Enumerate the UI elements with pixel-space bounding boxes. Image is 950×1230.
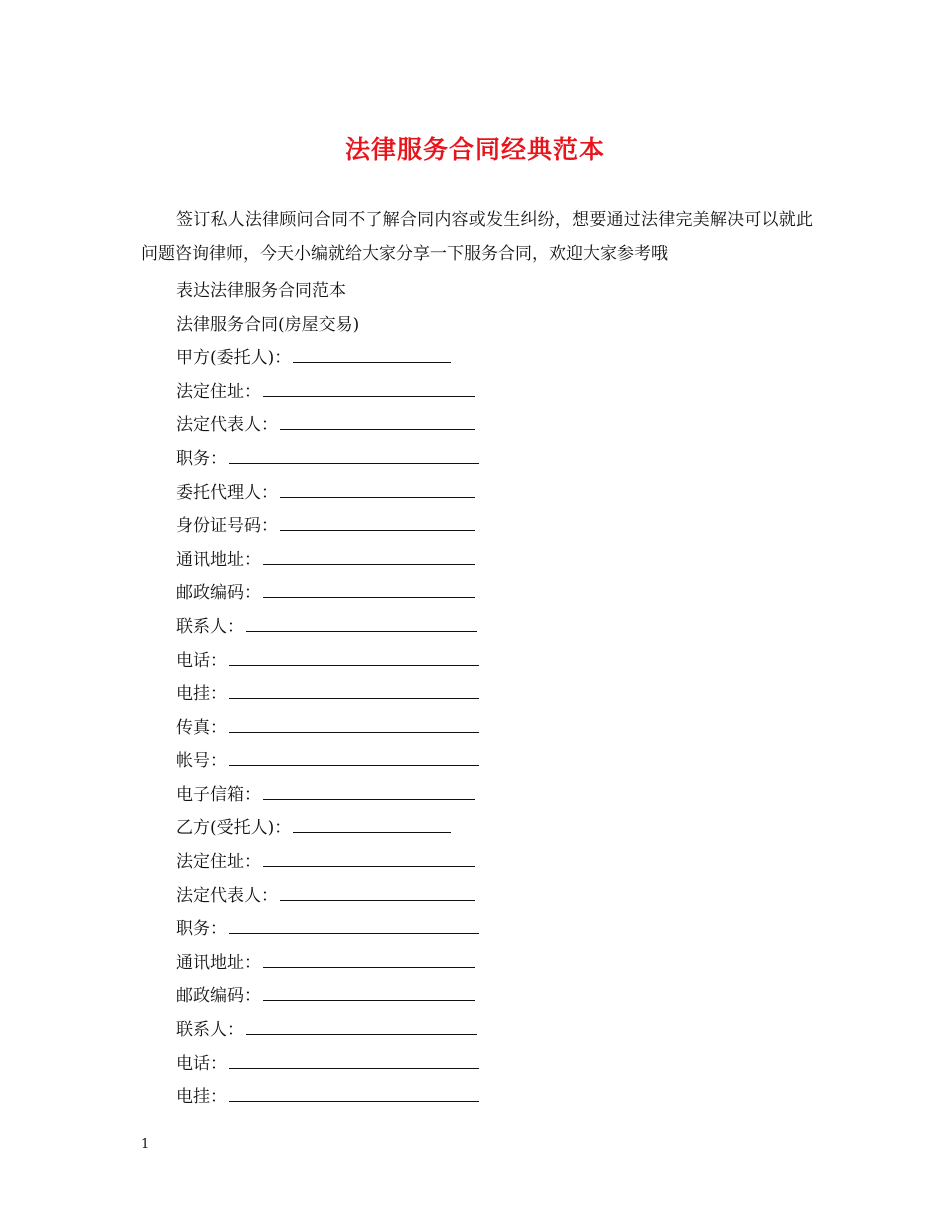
- fill-blank: [263, 783, 475, 800]
- party-b-title: 乙方(受托人)：: [176, 818, 292, 838]
- party-a-field: [176, 749, 479, 773]
- party-a-field: [176, 380, 475, 404]
- field-label: 法定住址：: [176, 852, 261, 872]
- contract-name: 法律服务合同(房屋交易): [176, 315, 360, 335]
- intro-paragraph: 签订私人法律顾问合同不了解合同内容或发生纠纷，想要通过法律完美解决可以就此问题咨询律师，今天小编就给大家分享一下服务合同，欢迎大家参考哦: [141, 210, 813, 264]
- fill-blank: [280, 884, 475, 901]
- field-label: 联系人：: [176, 617, 244, 637]
- party-a-title-line: [176, 346, 451, 370]
- fill-blank: [263, 380, 475, 397]
- field-label: 职务：: [176, 919, 227, 939]
- fill-blank: [280, 514, 475, 531]
- party-a-field: [176, 649, 479, 673]
- party-a-field: [176, 716, 479, 740]
- field-label: 委托代理人：: [176, 483, 278, 503]
- field-label: 身份证号码：: [176, 516, 278, 536]
- party-a-title: 甲方(委托人)：: [176, 348, 292, 368]
- party-b-field: [176, 1018, 477, 1042]
- page-number: 1: [141, 1137, 150, 1152]
- field-label: 传真：: [176, 718, 227, 738]
- field-label: 通讯地址：: [176, 953, 261, 973]
- field-label: 电话：: [176, 651, 227, 671]
- fill-blank: [229, 1085, 479, 1102]
- fill-blank: [263, 984, 475, 1001]
- fill-blank: [263, 951, 475, 968]
- fill-blank: [229, 682, 479, 699]
- party-b-field: [176, 1085, 479, 1109]
- document-title: 法律服务合同经典范本: [344, 135, 605, 164]
- party-a-field: [176, 413, 475, 437]
- fill-blank: [229, 447, 479, 464]
- fill-blank: [263, 548, 475, 565]
- field-label: 法定住址：: [176, 382, 261, 402]
- field-label: 电话：: [176, 1054, 227, 1074]
- fill-blank: [229, 1052, 479, 1069]
- party-a-field: [176, 581, 475, 605]
- party-a-field: [176, 615, 477, 639]
- fill-blank: [229, 749, 479, 766]
- field-label: 联系人：: [176, 1020, 244, 1040]
- fill-blank: [293, 346, 451, 363]
- field-label: 法定代表人：: [176, 886, 278, 906]
- fill-blank: [293, 816, 451, 833]
- party-b-field: [176, 984, 475, 1008]
- party-a-field: [176, 481, 475, 505]
- fill-blank: [263, 850, 475, 867]
- field-label: 电挂：: [176, 1087, 227, 1107]
- field-label: 邮政编码：: [176, 583, 261, 603]
- party-b-field: [176, 951, 475, 975]
- fill-blank: [280, 481, 475, 498]
- field-label: 法定代表人：: [176, 415, 278, 435]
- party-b-field: [176, 917, 479, 941]
- party-a-field: [176, 447, 479, 471]
- fill-blank: [246, 1018, 477, 1035]
- field-label: 电子信箱：: [176, 785, 261, 805]
- fill-blank: [229, 917, 479, 934]
- fill-blank: [246, 615, 477, 632]
- party-b-field: [176, 850, 475, 874]
- fill-blank: [229, 649, 479, 666]
- fill-blank: [229, 716, 479, 733]
- field-label: 职务：: [176, 449, 227, 469]
- field-label: 帐号：: [176, 751, 227, 771]
- party-b-field: [176, 884, 475, 908]
- party-a-field: [176, 682, 479, 706]
- fill-blank: [280, 413, 475, 430]
- party-a-field: [176, 783, 475, 807]
- fill-blank: [263, 581, 475, 598]
- party-a-field: [176, 514, 475, 538]
- field-label: 电挂：: [176, 684, 227, 704]
- party-a-field: [176, 548, 475, 572]
- subheading: 表达法律服务合同范本: [176, 281, 346, 301]
- field-label: 邮政编码：: [176, 986, 261, 1006]
- party-b-title-line: [176, 816, 451, 840]
- field-label: 通讯地址：: [176, 550, 261, 570]
- party-b-field: [176, 1052, 479, 1076]
